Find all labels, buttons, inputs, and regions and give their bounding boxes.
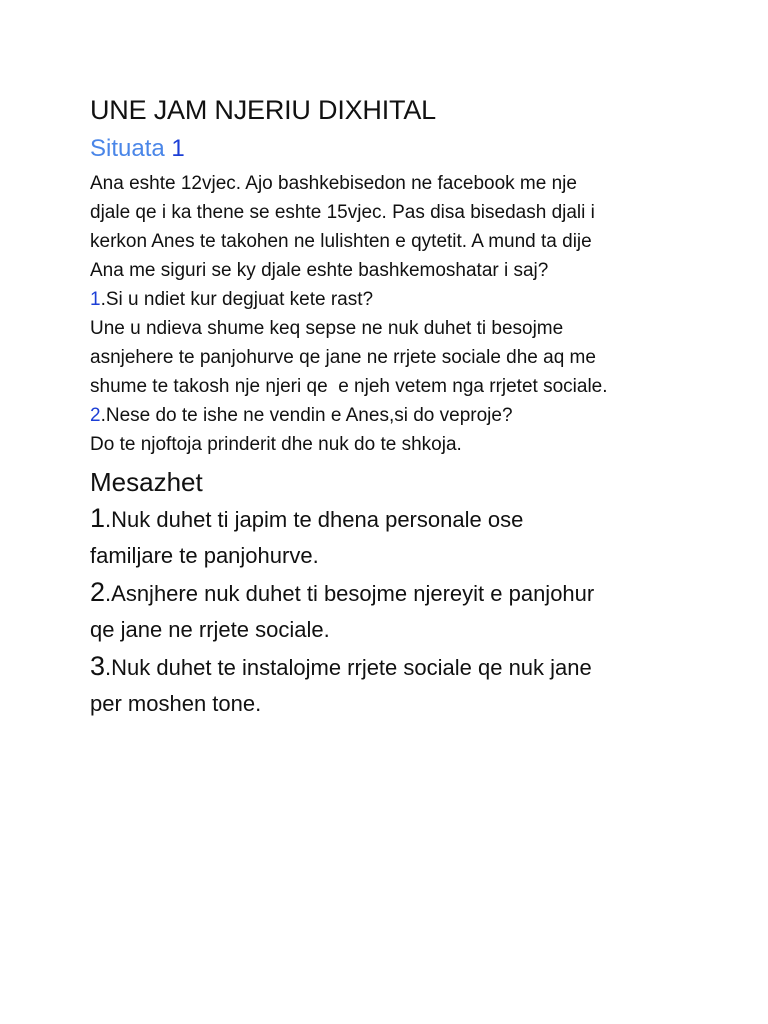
message-text: .Nuk duhet ti japim te dhena personale ose — [105, 507, 524, 532]
story-line: djale qe i ka thene se eshte 15vjec. Pas disa bisedash djali i — [90, 202, 595, 223]
question-2 — [90, 401, 730, 430]
answer-1-line: shume te takosh nje njeri qe e njeh vetem nga rrjetet sociale. — [90, 376, 608, 397]
message-text: .Asnjhere nuk duhet ti besojme njereyit e panjohur — [105, 581, 595, 606]
question-1 — [90, 285, 730, 314]
answer-1-line: asnjehere te panjohurve qe jane ne rrjete sociale dhe aq me — [90, 347, 596, 368]
message-item — [90, 574, 730, 648]
message-text: .Nuk duhet te instalojme rrjete sociale qe nuk jane — [105, 655, 592, 680]
message-text-continued: qe jane ne rrjete sociale. — [90, 617, 330, 642]
situation-heading — [90, 132, 730, 166]
question-1-text: .Si u ndiet kur degjuat kete rast? — [100, 289, 374, 310]
situation-label: Situata — [90, 135, 165, 162]
story-line: Ana me siguri se ky djale eshte bashkemoshatar i saj? — [90, 260, 549, 281]
question-1-number: 1 — [90, 289, 101, 310]
answer-1-line: Une u ndieva shume keq sepse ne nuk duhet ti besojme — [90, 318, 564, 339]
story-line: Ana eshte 12vjec. Ajo bashkebisedon ne facebook me nje — [90, 173, 577, 194]
situation-number: 1 — [171, 135, 185, 162]
question-2-number: 2 — [90, 405, 101, 426]
question-2-text: .Nese do te ishe ne vendin e Anes,si do veproje? — [100, 405, 513, 426]
message-item — [90, 648, 730, 722]
message-item — [90, 500, 730, 574]
message-number: 2 — [90, 577, 106, 607]
document-title: UNE JAM NJERIU DIXHITAL — [90, 95, 436, 125]
messages-heading: Mesazhet — [90, 467, 203, 497]
document-page — [90, 88, 730, 722]
message-number: 3 — [90, 651, 106, 681]
answer-2-line: Do te njoftoja prinderit dhe nuk do te shkoja. — [90, 434, 462, 455]
message-text-continued: familjare te panjohurve. — [90, 543, 319, 568]
story-line: kerkon Anes te takohen ne lulishten e qytetit. A mund ta dije — [90, 231, 592, 252]
message-number: 1 — [90, 503, 106, 533]
message-text-continued: per moshen tone. — [90, 691, 262, 716]
